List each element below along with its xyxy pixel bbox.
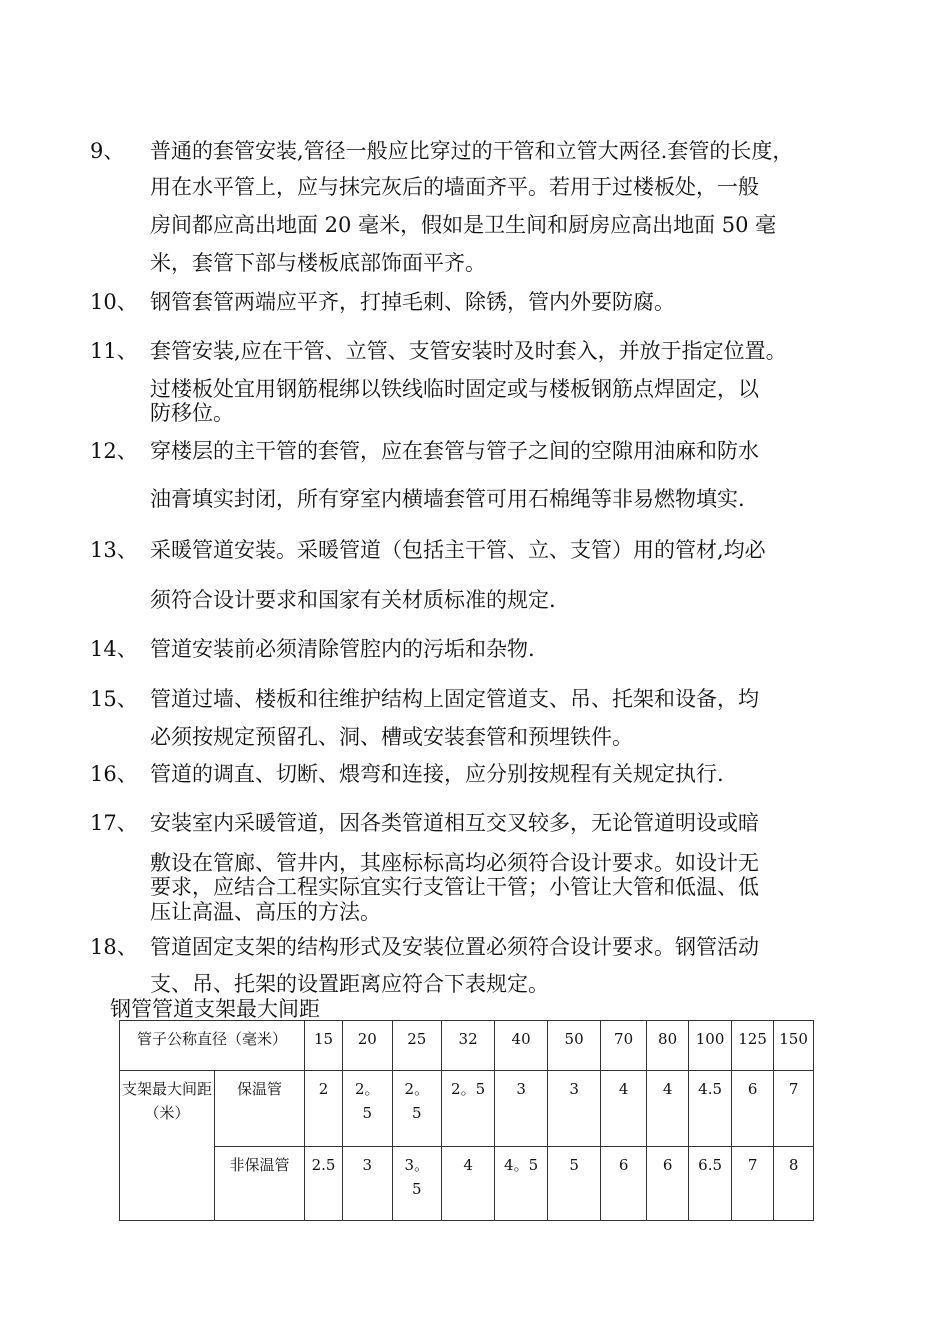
clause-text-line: 要求，应结合工程实际宜实行支管让干管；小管让大管和低温、低 — [150, 875, 759, 899]
table-row-insulated — [120, 1071, 814, 1147]
diameter-cell: 100 — [689, 1021, 732, 1071]
clause-text-line: 防移位。 — [150, 401, 234, 425]
clause-text-line: 安装室内采暖管道，因各类管道相互交叉较多，无论管道明设或暗 — [150, 811, 759, 835]
diameter-cell: 32 — [442, 1021, 495, 1071]
value-cell: 8 — [774, 1147, 814, 1221]
value-cell: 5 — [548, 1147, 601, 1221]
row-label-non-insulated: 非保温管 — [215, 1147, 305, 1221]
value-cell: 6.5 — [689, 1147, 732, 1221]
clause-number: 14、 — [90, 637, 138, 661]
diameter-cell: 20 — [343, 1021, 393, 1071]
clause-text-line: 用在水平管上，应与抹完灰后的墙面齐平。若用于过楼板处，一般 — [150, 175, 759, 199]
table-header-row — [120, 1021, 814, 1071]
clause-text-line: 过楼板处宜用钢筋棍绑以铁线临时固定或与楼板钢筋点焊固定，以 — [150, 377, 759, 401]
table-row-non-insulated — [120, 1147, 814, 1221]
clause-text-line: 钢管套管两端应平齐，打掉毛刺、除锈，管内外要防腐。 — [150, 290, 675, 314]
value-cell: 7 — [774, 1071, 814, 1147]
clause-number: 13、 — [90, 538, 138, 562]
clause-text-line: 套管安装,应在干管、立管、支管安装时及时套入，并放于指定位置。 — [150, 339, 787, 363]
diameter-cell: 40 — [495, 1021, 548, 1071]
clause-text-line: 普通的套管安装,管径一般应比穿过的干管和立管大两径.套管的长度， — [150, 139, 794, 163]
diameter-cell: 25 — [392, 1021, 442, 1071]
value-cell: 3 — [548, 1071, 601, 1147]
value-cell: 4.5 — [689, 1071, 732, 1147]
clause-number: 9、 — [90, 139, 125, 163]
value-cell: 3。5 — [392, 1147, 442, 1221]
clause-text-line: 管道的调直、切断、煨弯和连接，应分别按规程有关规定执行. — [150, 762, 724, 786]
clause-text-line: 压让高温、高压的方法。 — [150, 900, 381, 924]
diameter-cell: 50 — [548, 1021, 601, 1071]
clause-number: 16、 — [90, 762, 138, 786]
diameter-cell: 70 — [601, 1021, 647, 1071]
support-spacing-table — [119, 1020, 814, 1221]
header-diameter-label: 管子公称直径（毫米） — [120, 1021, 305, 1071]
clause-text-line: 敷设在管廊、管井内，其座标标高均必须符合设计要求。如设计无 — [150, 851, 759, 875]
clause-number: 15、 — [90, 687, 138, 711]
clause-text-line: 须符合设计要求和国家有关材质标准的规定. — [150, 588, 556, 612]
value-cell: 2.5 — [305, 1147, 343, 1221]
value-cell: 4 — [442, 1147, 495, 1221]
clause-text-line: 油膏填实封闭，所有穿室内横墙套管可用石棉绳等非易燃物填实. — [150, 487, 745, 511]
value-cell: 4 — [601, 1071, 647, 1147]
clause-text-line: 管道安装前必须清除管腔内的污垢和杂物. — [150, 637, 535, 661]
clause-text-line: 米，套管下部与楼板底部饰面平齐。 — [150, 251, 486, 275]
clause-number: 10、 — [90, 290, 138, 314]
row-group-label: 支架最大间距（米） — [120, 1071, 215, 1221]
diameter-cell: 125 — [732, 1021, 774, 1071]
table-title: 钢管管道支架最大间距 — [110, 997, 320, 1021]
clause-text-line: 管道固定支架的结构形式及安装位置必须符合设计要求。钢管活动 — [150, 935, 759, 959]
value-cell: 6 — [647, 1147, 689, 1221]
clause-text-line: 穿楼层的主干管的套管，应在套管与管子之间的空隙用油麻和防水 — [150, 439, 759, 463]
value-cell: 4 — [647, 1071, 689, 1147]
clause-text-line: 房间都应高出地面 20 毫米，假如是卫生间和厨房应高出地面 50 毫 — [150, 213, 777, 237]
clause-text-line: 支、吊、托架的设置距离应符合下表规定。 — [150, 972, 549, 996]
value-cell: 6 — [601, 1147, 647, 1221]
value-cell: 2 — [305, 1071, 343, 1147]
value-cell: 6 — [732, 1071, 774, 1147]
clause-text-line: 管道过墙、楼板和往维护结构上固定管道支、吊、托架和设备，均 — [150, 687, 759, 711]
clause-number: 17、 — [90, 811, 138, 835]
clause-text-line: 采暖管道安装。采暖管道（包括主干管、立、支管）用的管材,均必 — [150, 538, 766, 562]
diameter-cell: 15 — [305, 1021, 343, 1071]
value-cell: 4。5 — [495, 1147, 548, 1221]
clause-number: 11、 — [90, 339, 138, 363]
value-cell: 7 — [732, 1147, 774, 1221]
diameter-cell: 150 — [774, 1021, 814, 1071]
value-cell: 2。5 — [392, 1071, 442, 1147]
value-cell: 2。5 — [343, 1071, 393, 1147]
clause-number: 12、 — [90, 439, 138, 463]
value-cell: 3 — [343, 1147, 393, 1221]
value-cell: 2。5 — [442, 1071, 495, 1147]
diameter-cell: 80 — [647, 1021, 689, 1071]
value-cell: 3 — [495, 1071, 548, 1147]
row-label-insulated: 保温管 — [215, 1071, 305, 1147]
clause-number: 18、 — [90, 935, 138, 959]
clause-text-line: 必须按规定预留孔、洞、槽或安装套管和预埋铁件。 — [150, 725, 633, 749]
